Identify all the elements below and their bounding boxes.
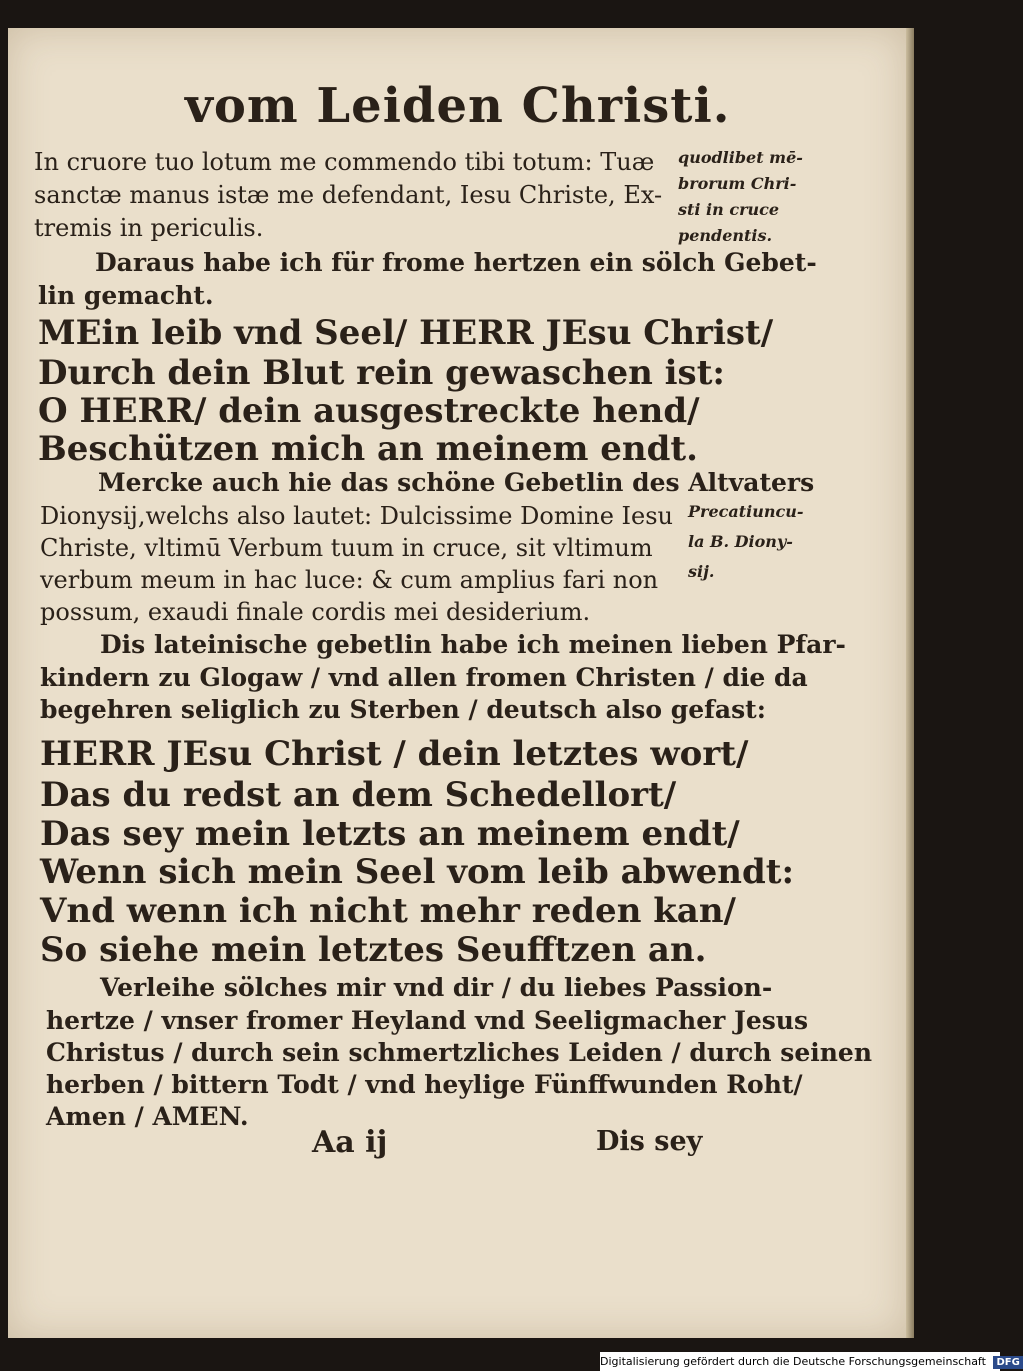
text-line-11: Dionysij,welchs also lautet: Dulcissime Domine Iesu — [40, 502, 673, 530]
verse-line-3: O HERR/ dein ausgestreckte hend/ — [38, 391, 700, 431]
verse-line-4: Beschützen mich an meinem endt. — [38, 429, 698, 469]
text-line-26: Christus / durch sein schmertzliches Leiden / durch seinen — [46, 1038, 873, 1067]
margin-note-line: quodlibet mē- — [678, 148, 803, 167]
margin-note-line: brorum Chri- — [678, 174, 797, 193]
text-line-12: Christe, vltimū Verbum tuum in cruce, sit vltimum — [40, 534, 653, 562]
margin-note-line: Precatiuncu- — [688, 502, 804, 521]
text-line-13: verbum meum in hac luce: & cum amplius fari non — [40, 566, 659, 594]
catchword: Dis sey — [596, 1126, 703, 1157]
verse-line-8: Wenn sich mein Seel vom leib abwendt: — [40, 852, 795, 892]
text-line-28: Amen / AMEN. — [46, 1102, 249, 1131]
margin-note-line: sti in cruce — [678, 200, 780, 219]
margin-note-line: sij. — [688, 562, 715, 581]
running-heading: vom Leiden Christi. — [185, 78, 731, 134]
text-line-5: lin gemacht. — [38, 281, 214, 310]
text-line-3: tremis in periculis. — [34, 214, 264, 242]
verse-line-1: MEin leib vnd Seel/ HERR JEsu Christ/ — [38, 313, 774, 353]
text-line-17: begehren seliglich zu Sterben / deutsch also gefast: — [40, 695, 766, 724]
dfg-logo: DFG — [993, 1356, 1022, 1369]
text-line-25: hertze / vnser fromer Heyland vnd Seeligmacher Jesus — [46, 1006, 809, 1035]
footer-credit — [600, 1352, 1020, 1371]
verse-line-5: HERR JEsu Christ / dein letztes wort/ — [40, 734, 749, 774]
text-line-4: Daraus habe ich für frome hertzen ein sölch Gebet- — [95, 248, 817, 277]
page-edge — [906, 28, 914, 1338]
margin-note-line: la B. Diony- — [688, 532, 793, 551]
verse-line-6: Das du redst an dem Schedellort/ — [40, 775, 677, 815]
text-line-24: Verleihe sölches mir vnd dir / du liebes Passion- — [100, 973, 773, 1002]
verse-line-10: So siehe mein letztes Seufftzen an. — [40, 930, 707, 970]
verse-line-9: Vnd wenn ich nicht mehr reden kan/ — [40, 891, 736, 931]
text-line-2: sanctæ manus istæ me defendant, Iesu Christe, Ex- — [34, 181, 663, 209]
verse-line-7: Das sey mein letzts an meinem endt/ — [40, 814, 740, 854]
text-line-16: kindern zu Glogaw / vnd allen fromen Christen / die da — [40, 663, 808, 692]
text-line-1: In cruore tuo lotum me commendo tibi totum: Tuæ — [34, 148, 655, 176]
verse-line-2: Durch dein Blut rein gewaschen ist: — [38, 353, 725, 393]
text-line-14: possum, exaudi finale cordis mei desiderium. — [40, 598, 591, 626]
text-line-27: herben / bittern Todt / vnd heylige Fünffwunden Roht/ — [46, 1070, 803, 1099]
signature-mark: Aa ij — [312, 1125, 388, 1160]
text-line-15: Dis lateinische gebetlin habe ich meinen lieben Pfar- — [100, 630, 846, 659]
margin-note-line: pendentis. — [678, 226, 773, 245]
footer-credit-text: Digitalisierung gefördert durch die Deutsche Forschungsgemeinschaft — [600, 1355, 986, 1368]
text-line-10: Mercke auch hie das schöne Gebetlin des Altvaters — [98, 468, 815, 497]
